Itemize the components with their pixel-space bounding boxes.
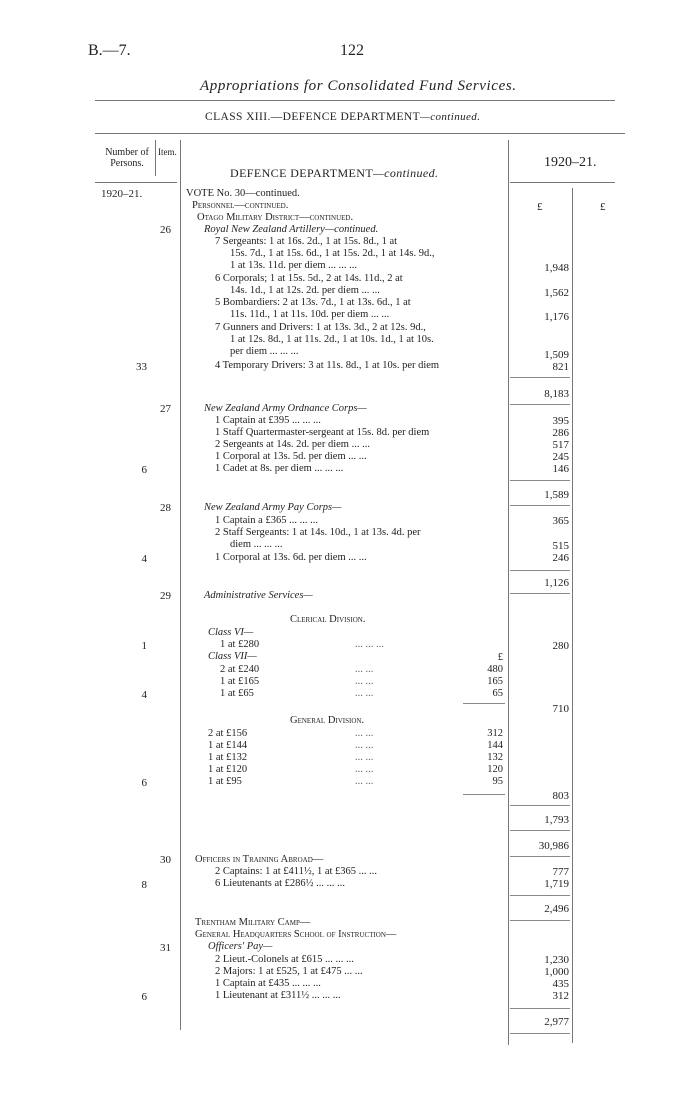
line-item: 1 at £280	[220, 639, 260, 650]
subsection-heading: Officers' Pay—	[208, 941, 273, 952]
running-total: 30,986	[538, 840, 569, 852]
persons-count: 6	[141, 464, 147, 476]
total-rule	[510, 404, 570, 405]
total-rule	[510, 377, 570, 378]
line-item: 1 Captain at £395 ... ... ...	[215, 415, 321, 426]
sub-amount: 120	[487, 764, 503, 775]
sub-amount: 312	[487, 728, 503, 739]
line-item: 1 at £65	[220, 688, 254, 699]
leader-dots: ... ...	[355, 688, 374, 699]
page-title: Appropriations for Consolidated Fund Services.	[200, 78, 517, 94]
persons-count: 33	[136, 361, 147, 373]
line-item: 1 at £132	[208, 752, 248, 763]
total-rule	[510, 593, 570, 594]
page-number: 122	[340, 42, 364, 59]
total-rule	[510, 920, 570, 921]
pound-symbol: £	[600, 201, 606, 213]
total-rule	[510, 895, 570, 896]
amount: 245	[552, 451, 569, 463]
column-header-description: DEFENCE DEPARTMENT—continued.	[230, 166, 439, 180]
item-number: 27	[160, 403, 171, 415]
persons-count: 6	[141, 777, 147, 789]
column-header-persons: Number of Persons.	[105, 147, 149, 169]
divider	[95, 133, 625, 134]
document-code: B.—7.	[88, 42, 131, 59]
line-item: 2 Sergeants at 14s. 2d. per diem ... ...	[215, 439, 370, 450]
line-item: 1 at £95	[208, 776, 242, 787]
divider	[510, 182, 615, 183]
amount: 515	[552, 540, 569, 552]
item-number: 30	[160, 854, 171, 866]
division-heading: General Division.	[290, 715, 365, 726]
line-item: 7 Sergeants: 1 at 16s. 2d., 1 at 15s. 8d., 1 at	[215, 236, 398, 247]
leader-dots: ... ... ...	[355, 639, 384, 650]
line-item: 1 at £144	[208, 740, 248, 751]
line-item: 1 at 12s. 8d., 1 at 11s. 2d., 1 at 10s. 1d., 1 at 10s.	[230, 334, 434, 345]
line-item: 14s. 1d., 1 at 12s. 2d. per diem ... ...	[230, 285, 380, 296]
sub-amount: 132	[487, 752, 503, 763]
amount: 246	[552, 552, 569, 564]
amount: 517	[552, 439, 569, 451]
total-rule	[510, 805, 570, 806]
line-item: 11s. 11d., 1 at 11s. 10d. per diem ... ...	[230, 309, 390, 320]
amount: 1,719	[544, 878, 569, 890]
total-rule	[463, 794, 505, 795]
line-item: 1 Captain a £365 ... ... ...	[215, 515, 318, 526]
line-item: 2 Staff Sergeants: 1 at 14s. 10d., 1 at 13s. 4d. per	[215, 527, 421, 538]
leader-dots: ... ...	[355, 764, 374, 775]
leader-dots: ... ...	[355, 740, 374, 751]
district-heading: Otago Military District—continued.	[197, 212, 354, 223]
column-header-item: Item.	[158, 147, 177, 157]
line-item: 2 Lieut.-Colonels at £615 ... ... ...	[215, 954, 354, 965]
leader-dots: ... ...	[355, 776, 374, 787]
line-item: 4 Temporary Drivers: 3 at 11s. 8d., 1 at 10s. per diem	[215, 360, 440, 371]
amount: 1,509	[544, 349, 569, 361]
section-heading: New Zealand Army Pay Corps—	[204, 502, 342, 513]
sub-amount: 165	[487, 676, 503, 687]
amount: 1,176	[544, 311, 569, 323]
section-heading: Trentham Military Camp—	[195, 917, 311, 928]
line-item: 7 Gunners and Drivers: 1 at 13s. 3d., 2 at 12s. 9d.,	[215, 322, 426, 333]
amount: 435	[552, 978, 569, 990]
amount: 821	[552, 361, 569, 373]
line-item: 1 Lieutenant at £311½ ... ... ...	[215, 990, 341, 1001]
amount: 777	[552, 866, 569, 878]
sub-amount: £	[497, 652, 503, 663]
amount: 710	[552, 703, 569, 715]
pound-symbol: £	[537, 201, 543, 213]
section-heading: Officers in Training Abroad—	[195, 854, 324, 865]
persons-count: 8	[141, 879, 147, 891]
persons-count: 1	[141, 640, 147, 652]
amount: 1,562	[544, 287, 569, 299]
total-rule	[463, 703, 505, 704]
line-item: 1 Captain at £435 ... ... ...	[215, 978, 321, 989]
line-item: 1 Corporal at 13s. 6d. per diem ... ...	[215, 552, 367, 563]
sub-amount: 480	[487, 664, 503, 675]
line-item: 15s. 7d., 1 at 15s. 6d., 1 at 15s. 2d., 1 at 14s. 9d.,	[230, 248, 435, 259]
line-item: diem ... ... ...	[230, 539, 283, 550]
leader-dots: ... ...	[355, 728, 374, 739]
amount: 395	[552, 415, 569, 427]
amount: 146	[552, 463, 569, 475]
column-rule	[572, 188, 573, 1043]
amount: 286	[552, 427, 569, 439]
division-heading: Clerical Division.	[290, 614, 366, 625]
personnel-heading: Personnel—continued.	[192, 200, 289, 211]
sub-amount: 95	[492, 776, 503, 787]
subtotal: 1,589	[544, 489, 569, 501]
line-item: 1 Staff Quartermaster-sergeant at 15s. 8d. per diem	[215, 427, 430, 438]
amount: 1,000	[544, 966, 569, 978]
persons-count: 6	[141, 991, 147, 1003]
subtotal: 1,793	[544, 814, 569, 826]
line-item: 2 at £240	[220, 664, 260, 675]
item-number: 29	[160, 590, 171, 602]
leader-dots: ... ...	[355, 752, 374, 763]
section-heading: New Zealand Army Ordnance Corps—	[204, 403, 367, 414]
total-rule	[510, 1008, 570, 1009]
class-label: Class VI—	[208, 627, 254, 638]
total-rule	[510, 570, 570, 571]
line-item: 1 Corporal at 13s. 5d. per diem ... ...	[215, 451, 367, 462]
amount: 280	[552, 640, 569, 652]
subtotal: 1,126	[544, 577, 569, 589]
line-item: 1 at 13s. 11d. per diem ... ... ...	[230, 260, 358, 271]
line-item: 1 at £120	[208, 764, 248, 775]
amount: 803	[552, 790, 569, 802]
item-number: 31	[160, 942, 171, 954]
item-number: 28	[160, 502, 171, 514]
column-rule	[155, 140, 156, 176]
total-rule	[510, 856, 570, 857]
leader-dots: ... ...	[355, 664, 374, 675]
line-item: per diem ... ... ...	[230, 346, 299, 357]
line-item: 2 Captains: 1 at £411½, 1 at £365 ... ...	[215, 866, 378, 877]
persons-count: 4	[141, 689, 147, 701]
subtotal: 8,183	[544, 388, 569, 400]
amount: 1,948	[544, 262, 569, 274]
total-rule	[510, 1033, 570, 1034]
total-rule	[510, 505, 570, 506]
amount: 365	[552, 515, 569, 527]
class-label: Class VII—	[208, 651, 257, 662]
leader-dots: ... ...	[355, 676, 374, 687]
section-heading: Administrative Services—	[204, 590, 313, 601]
subtotal: 2,977	[544, 1016, 569, 1028]
item-number: 26	[160, 224, 171, 236]
column-rule	[508, 140, 509, 1045]
column-header-year: 1920–21.	[544, 155, 597, 170]
class-heading: CLASS XIII.—DEFENCE DEPARTMENT—continued.	[205, 111, 481, 123]
line-item: 1 at £165	[220, 676, 260, 687]
vote-heading: VOTE No. 30—continued.	[186, 188, 300, 199]
subtotal: 2,496	[544, 903, 569, 915]
divider	[95, 182, 177, 183]
year-label: 1920–21.	[101, 188, 143, 200]
divider	[95, 100, 615, 101]
line-item: 6 Corporals; 1 at 15s. 5d., 2 at 14s. 11d., 2 at	[215, 273, 403, 284]
line-item: 5 Bombardiers: 2 at 13s. 7d., 1 at 13s. 6d., 1 at	[215, 297, 411, 308]
total-rule	[510, 830, 570, 831]
amount: 312	[552, 990, 569, 1002]
sub-amount: 144	[487, 740, 503, 751]
section-heading: Royal New Zealand Artillery—continued.	[204, 224, 379, 235]
line-item: 2 at £156	[208, 728, 248, 739]
line-item: 2 Majors: 1 at £525, 1 at £475 ... ...	[215, 966, 363, 977]
sub-amount: 65	[492, 688, 503, 699]
line-item: 1 Cadet at 8s. per diem ... ... ...	[215, 463, 344, 474]
section-heading: General Headquarters School of Instruction—	[195, 929, 397, 940]
persons-count: 4	[141, 553, 147, 565]
column-rule	[180, 140, 181, 1030]
total-rule	[510, 480, 570, 481]
amount: 1,230	[544, 954, 569, 966]
line-item: 6 Lieutenants at £286½ ... ... ...	[215, 878, 346, 889]
